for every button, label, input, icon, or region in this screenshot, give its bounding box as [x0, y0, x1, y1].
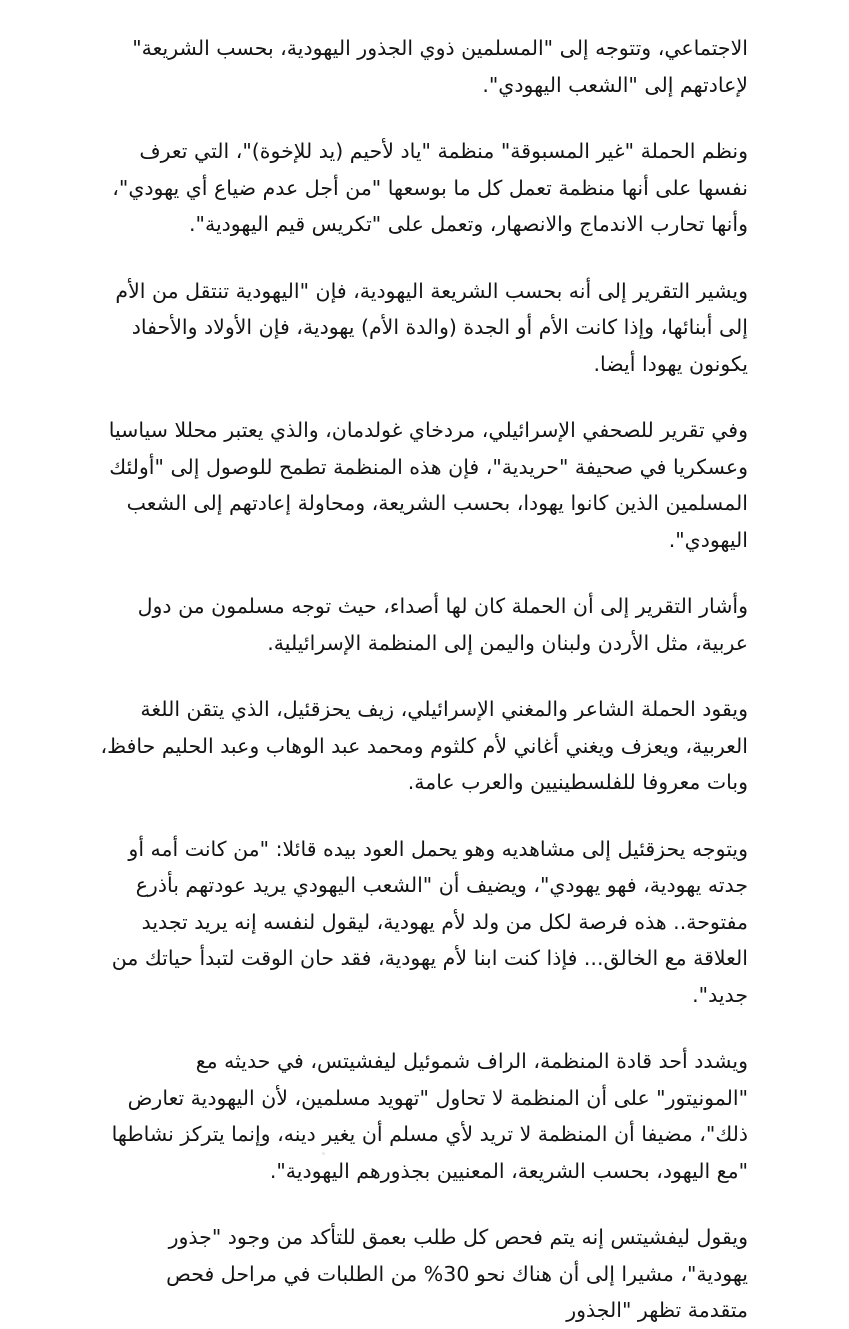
article-paragraph: ويشدد أحد قادة المنظمة، الراف شموئيل ليفشيتس، في حديثه مع "المونيتور" على أن المنظمة لا تحاول "تهويد مسلمين، لأن اليهودية تعارض ذلك"، مضيفا أن المنظمة لا تريد لأي مسلم أن يغير دينه، وإنما يتركز نشاطها "مع اليهود، بحسب الشريعة، المعنيين بجذورهم اليهودية".	[111, 1049, 748, 1183]
article-paragraph: ويقود الحملة الشاعر والمغني الإسرائيلي، زيف يحزقئيل، الذي يتقن اللغة العربية، ويعزف ويغني أغاني لأم كلثوم ومحمد عبد الوهاب وعبد الحليم حافظ، وبات معروفا للفلسطينيين والعرب عامة.	[100, 697, 748, 794]
article-paragraph: الاجتماعي، وتتوجه إلى "المسلمين ذوي الجذور اليهودية، بحسب الشريعة" لإعادتهم إلى "الشعب اليهودي".	[132, 36, 748, 97]
article-paragraph: ويتوجه يحزقئيل إلى مشاهديه وهو يحمل العود بيده قائلا: "من كانت أمه أو جدته يهودية، فهو يهودي"، ويضيف أن "الشعب اليهودي يريد عودتهم بأذرع مفتوحة.. هذه فرصة لكل من ولد لأم يهودية، ليقول لنفسه إنه يريد تجديد العلاقة مع الخالق... فإذا كنت ابنا لأم يهودية، فقد حان الوقت لتبدأ حياتك من جديد".	[111, 836, 748, 1007]
article-body	[100, 30, 748, 1329]
article-paragraph: ويشير التقرير إلى أنه بحسب الشريعة اليهودية، فإن "اليهودية تنتقل من الأم إلى أبنائها، وإذا كانت الأم أو الجدة (والدة الأم) يهودية، فإن الأولاد والأحفاد يكونون يهودا أيضا.	[115, 278, 748, 376]
article-paragraph: وفي تقرير للصحفي الإسرائيلي، مردخاي غولدمان، والذي يعتبر محللا سياسيا وعسكريا في صحيفة "حريدية"، فإن هذه المنظمة تطمح للوصول إلى "أولئك المسلمين الذين كانوا يهودا، بحسب الشريعة، ومحاولة إعادتهم إلى الشعب اليهودي".	[108, 418, 748, 552]
page-speck	[322, 1152, 325, 1155]
article-paragraph: وأشار التقرير إلى أن الحملة كان لها أصداء، حيث توجه مسلمون من دول عربية، مثل الأردن ولبنان واليمن إلى المنظمة الإسرائيلية.	[137, 594, 748, 655]
article-paragraph: ونظم الحملة "غير المسبوقة" منظمة "ياد لأحيم (يد للإخوة)"، التي تعرف نفسها على أنها منظمة تعمل كل ما بوسعها "من أجل عدم ضياع أي يهودي"، وأنها تحارب الاندماج والانصهار، وتعمل على "تكريس قيم اليهودية".	[112, 139, 748, 236]
article-paragraph: ويقول ليفشيتس إنه يتم فحص كل طلب بعمق للتأكد من وجود "جذور يهودية"، مشيرا إلى أن هناك نحو 30% من الطلبات في مراحل فحص متقدمة تظهر "الجذور	[166, 1225, 748, 1322]
